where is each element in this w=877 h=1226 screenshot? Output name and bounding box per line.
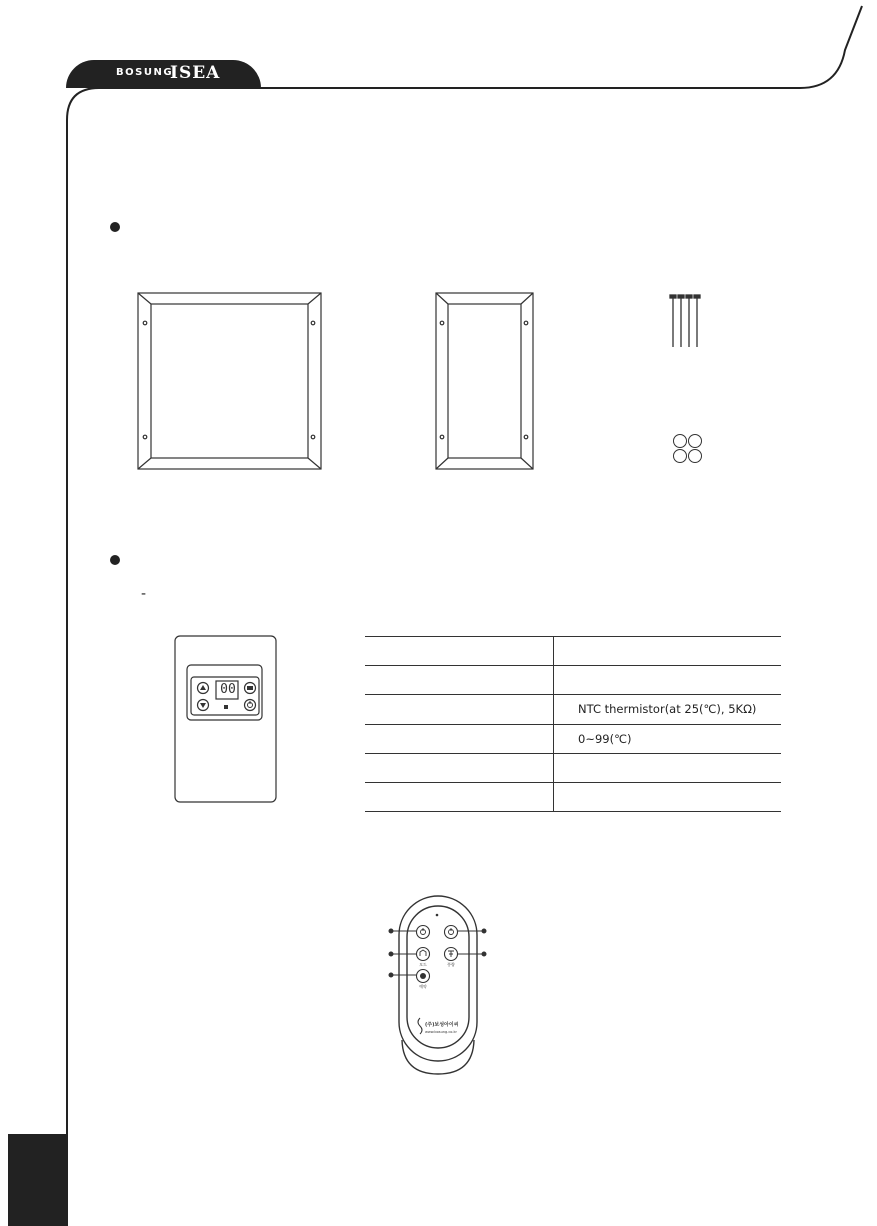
spec-value: NTC thermistor(at 25(℃), 5KΩ) [554,695,782,724]
section-bullet-1 [110,222,120,232]
wall-controller-drawing [175,636,276,802]
spec-value [554,782,782,811]
remote-reserve-dot [420,973,426,979]
spec-value [554,753,782,782]
spec-label [365,695,554,724]
spec-label [365,637,554,666]
brand-large: ISEA [170,63,221,83]
spec-label [365,782,554,811]
large-panel-drawing [138,293,321,469]
brand-logo-tab [66,60,261,88]
table-row [365,666,781,695]
spec-value [554,666,782,695]
remote-ir-led [436,914,439,917]
spec-value: 0~99(℃) [554,724,782,753]
spec-label [365,724,554,753]
caps-drawing [674,435,702,463]
remote-logo-icon [418,1018,422,1034]
sub-marker: - [141,586,147,602]
remote-label-mode: 모드 [419,962,427,967]
table-row [365,637,781,666]
narrow-panel-drawing [436,293,533,469]
screws-drawing [670,295,700,347]
remote-button-icons [420,928,454,957]
page-frame [67,6,862,1226]
remote-label-wind: 풍량 [447,962,455,967]
remote-brand-text: (주)보성아이씨 [425,1022,459,1028]
spec-label [365,753,554,782]
wall-controller-power-icon [248,701,253,708]
table-row [365,753,781,782]
table-row [365,695,781,724]
remote-control-drawing [399,896,477,1074]
spec-value [554,637,782,666]
table-row [365,782,781,811]
page-tab-block [8,1134,68,1226]
section-bullet-2 [110,555,120,565]
brand-small: BOSUNG [116,67,174,78]
remote-label-reserve: 예약 [419,984,427,989]
remote-url-text: www.bosung.co.kr [425,1030,457,1034]
controller-display: 00 [220,682,236,697]
remote-callouts [389,929,486,977]
spec-label [365,666,554,695]
spec-table [365,636,781,812]
table-row [365,724,781,753]
